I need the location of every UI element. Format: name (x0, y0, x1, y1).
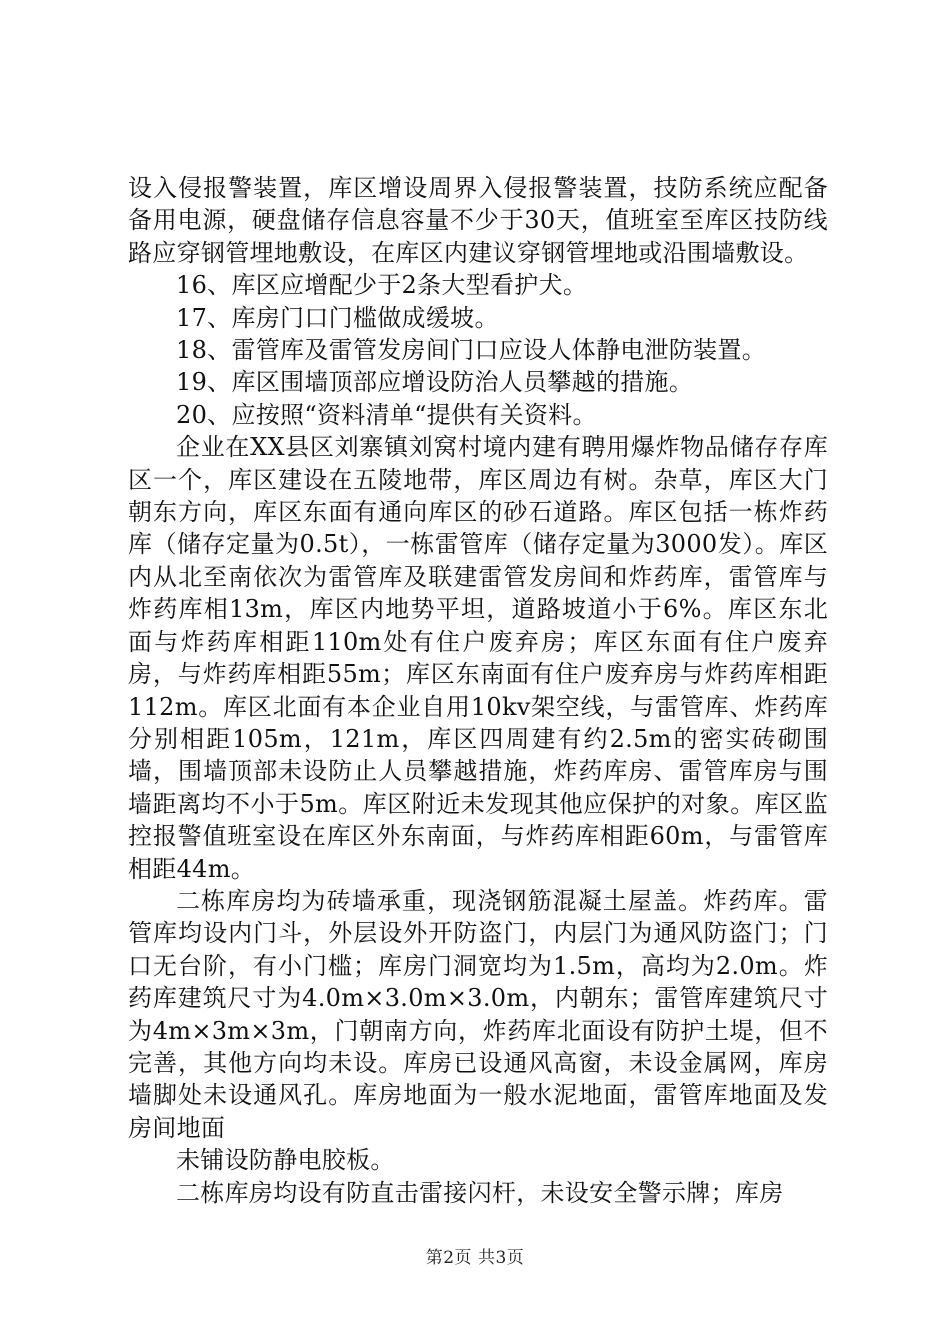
paragraph-item-17: 17、库房门口门槛做成缓坡。 (176, 303, 499, 332)
paragraph-building-structure: 二栋库房均为砖墙承重，现浇钢筋混凝土屋盖。炸药库。雷管库均设内门斗，外层设外开防盗门，内层门为通风防盗门；门口无台阶，有小门槛；库房门洞宽均为1.5m，高均为2.0m。炸药库建筑尺寸为4.0m×3.0m×3.0m，内朝东；雷管库建筑尺寸为4m×3m×3m，门朝南方向，炸药库北面设有防护土堤，但不完善，其他方向均未设。库房已设通风高窗，未设金属网，库房墙脚处未设通风孔。库房地面为一般水泥地面，雷管库地面及发房间地面 (128, 886, 828, 1142)
paragraph-continuation: 设入侵报警装置，库区增设周界入侵报警装置，技防系统应配备备用电源，硬盘储存信息容量不少于30天，值班室至库区技防线路应穿钢管埋地敷设，在库区内建议穿钢管埋地或沿围墙敷设。 (128, 174, 828, 267)
paragraph-item-16: 16、库区应增配少于2条大型看护犬。 (176, 271, 588, 300)
paragraph-item-20: 20、应按照“资料清单“提供有关资料。 (176, 400, 597, 429)
paragraph-item-19: 19、库区围墙顶部应增设防治人员攀越的措施。 (176, 368, 694, 397)
paragraph-antistatic: 未铺设防静电胶板。 (176, 1146, 395, 1175)
document-body (128, 172, 828, 1209)
paragraph-site-description: 企业在XX县区刘寨镇刘窝村境内建有聘用爆炸物品储存存库区一个，库区建设在五陵地带，库区周边有树。杂草，库区大门朝东方向，库区东面有通向库区的砂石道路。库区包括一栋炸药库（储存定量为0.5t），一栋雷管库（储存定量为3000发）。库区内从北至南依次为雷管库及联建雷管发房间和炸药库，雷管库与炸药库相13m，库区内地势平坦，道路坡道小于6%。库区东北面与炸药库相距110m处有住户废弃房；库区东面有住户废弃房，与炸药库相距55m；库区东南面有住户废弃房与炸药库相距112m。库区北面有本企业自用10kv架空线，与雷管库、炸药库分别相距105m，121m，库区四周建有约2.5m的密实砖砌围墙，围墙顶部未设防止人员攀越措施，炸药库房、雷管库房与围墙距离均不小于5m。库区附近未发现其他应保护的对象。库区监控报警值班室设在库区外东南面，与炸药库相距60m，与雷管库相距44m。 (128, 433, 828, 883)
paragraph-lightning-protection: 二栋库房均设有防直击雷接闪杆，未设安全警示牌；库房 (176, 1178, 784, 1207)
paragraph-item-18: 18、雷管库及雷管发房间门口应设人体静电泄防装置。 (176, 336, 767, 365)
page-footer: 第2页 共3页 (425, 1248, 525, 1268)
